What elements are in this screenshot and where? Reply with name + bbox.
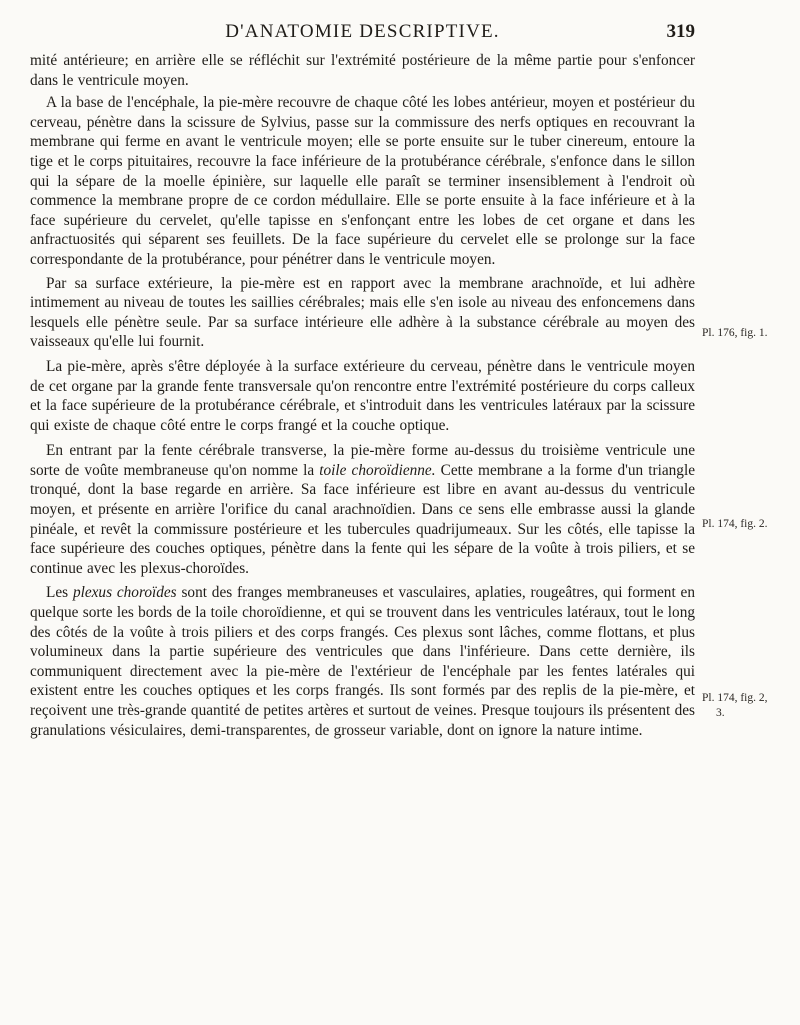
paragraph-text: sont des franges membraneuses et vasculaires, aplaties, rougeâtres, qui forment en quelque sorte les bords de la toile choroïdienne, et qui se trouvent dans les ventricules latéraux, tout le long des côtés de la voûte à trois piliers et des corps frangés. Ces plexus sont lâches, comme flottans, et plus volumineux dans la partie supérieure des ventricules que dans l'inférieure. Dans cette dernière, ils communiquent directement avec la pie-mère de l'extérieur de l'encéphale par les fentes latérales qui existent entre les couches optiques et les corps frangés. Ils sont formés par des replis de la pie-mère, et reçoivent une très-grande quantité de petites artères et surtout de veines. Presque toujours ils présentent des granulations vésiculaires, demi-transparentes, de grosseur variable, dont on ignore la nature intime.: [30, 584, 695, 739]
paragraph-text: En entrant par la fente cérébrale transverse, la pie-mère forme au-dessus du troisième ventricule une sorte de voûte membraneuse qu'on nomme la: [30, 442, 695, 479]
body-text: [30, 51, 695, 740]
margin-note-plate-174-second: Pl. 174, fig. 2,: [702, 692, 768, 704]
paragraph-continuation: mité antérieure; en arrière elle se réfléchit sur l'extrémité postérieure de la même partie pour s'enfoncer dans le ventricule moyen.: [30, 52, 695, 89]
margin-note-fig-3: 3.: [716, 707, 725, 719]
show-through-shading: [180, 894, 700, 954]
paragraph-text: Les: [46, 584, 73, 602]
paragraph-base-of-encephalon: A la base de l'encéphale, la pie-mère recouvre de chaque côté les lobes antérieur, moyen et postérieur du cerveau, pénètre dans la scissure de Sylvius, passe sur la commissure des nerfs optiques en recouvrant la membrane qui ferme en avant le ventricule moyen; elle se porte ensuite sur le tuber cinereum, entoure la tige et le corps pituitaires, recouvre la face inférieure de la protubérance cérébrale, s'enfonce dans le sillon qui la sépare de la moelle épinière, sur laquelle elle paraît se terminer insensiblement à l'endroit où commence la membrane propre de ce cordon médullaire. Elle se porte ensuite à la face inférieure et à la face supérieure du cervelet, qu'elle tapisse en s'enfonçant entre les lobes de cet organe et dans les anfractuosités qui séparent ses feuillets. De la face supérieure du cervelet elle se prolonge sur la face correspondante de la protubérance, pour pénétrer dans le ventricule moyen.: [30, 94, 695, 268]
margin-note-plate-176: Pl. 176, fig. 1.: [702, 327, 768, 339]
margin-note-plate-174: Pl. 174, fig. 2.: [702, 518, 768, 530]
paragraph-ventricles: La pie-mère, après s'être déployée à la surface extérieure du cerveau, pénètre dans le ventricule moyen de cet organe par la grande fente transversale qu'on rencontre entre l'extrémité postérieure du corps calleux et la face supérieure de la protubérance cérébrale, et s'introduit dans les ventricules latéraux par la scissure qui existe de chaque côté entre le corps frangé et la couche optique.: [30, 357, 695, 434]
italic-term: plexus choroïdes: [72, 584, 177, 602]
paragraph-text: Cette membrane a la forme d'un triangle tronqué, dont la base regarde en arrière. Sa face inférieure est libre en avant au-dessus du ventricule moyen, et présente en arrière l'orifice du canal arachnoïdien. Dans ce sens elle embrasse aussi la glande pinéale, et revêt la commissure postérieure et les tubercules quadrijumeaux. Sur les côtés, elle tapisse la face supérieure des couches optiques, pénètre dans la fente qui les sépare de la voûte à trois piliers, et se continue avec les plexus-choroïdes.: [30, 461, 695, 577]
page-header: [30, 20, 695, 50]
running-title: D'ANATOMIE DESCRIPTIVE.: [225, 21, 500, 42]
paragraph-toile-choroidienne: [30, 441, 695, 578]
page-number: 319: [666, 21, 695, 42]
paragraph-exterior-surface: Par sa surface extérieure, la pie-mère est en rapport avec la membrane arachnoïde, et lui adhère intimement au niveau de toutes les saillies cérébrales; mais elle s'en isole au niveau des enfoncemens dans lesquels elle pénètre seule. Par sa surface intérieure elle adhère à la substance cérébrale au moyen des vaisseaux qu'elle lui fournit.: [30, 274, 695, 351]
italic-term: toile choroïdienne.: [319, 461, 436, 479]
paragraph-plexus-choroides: [30, 583, 695, 740]
